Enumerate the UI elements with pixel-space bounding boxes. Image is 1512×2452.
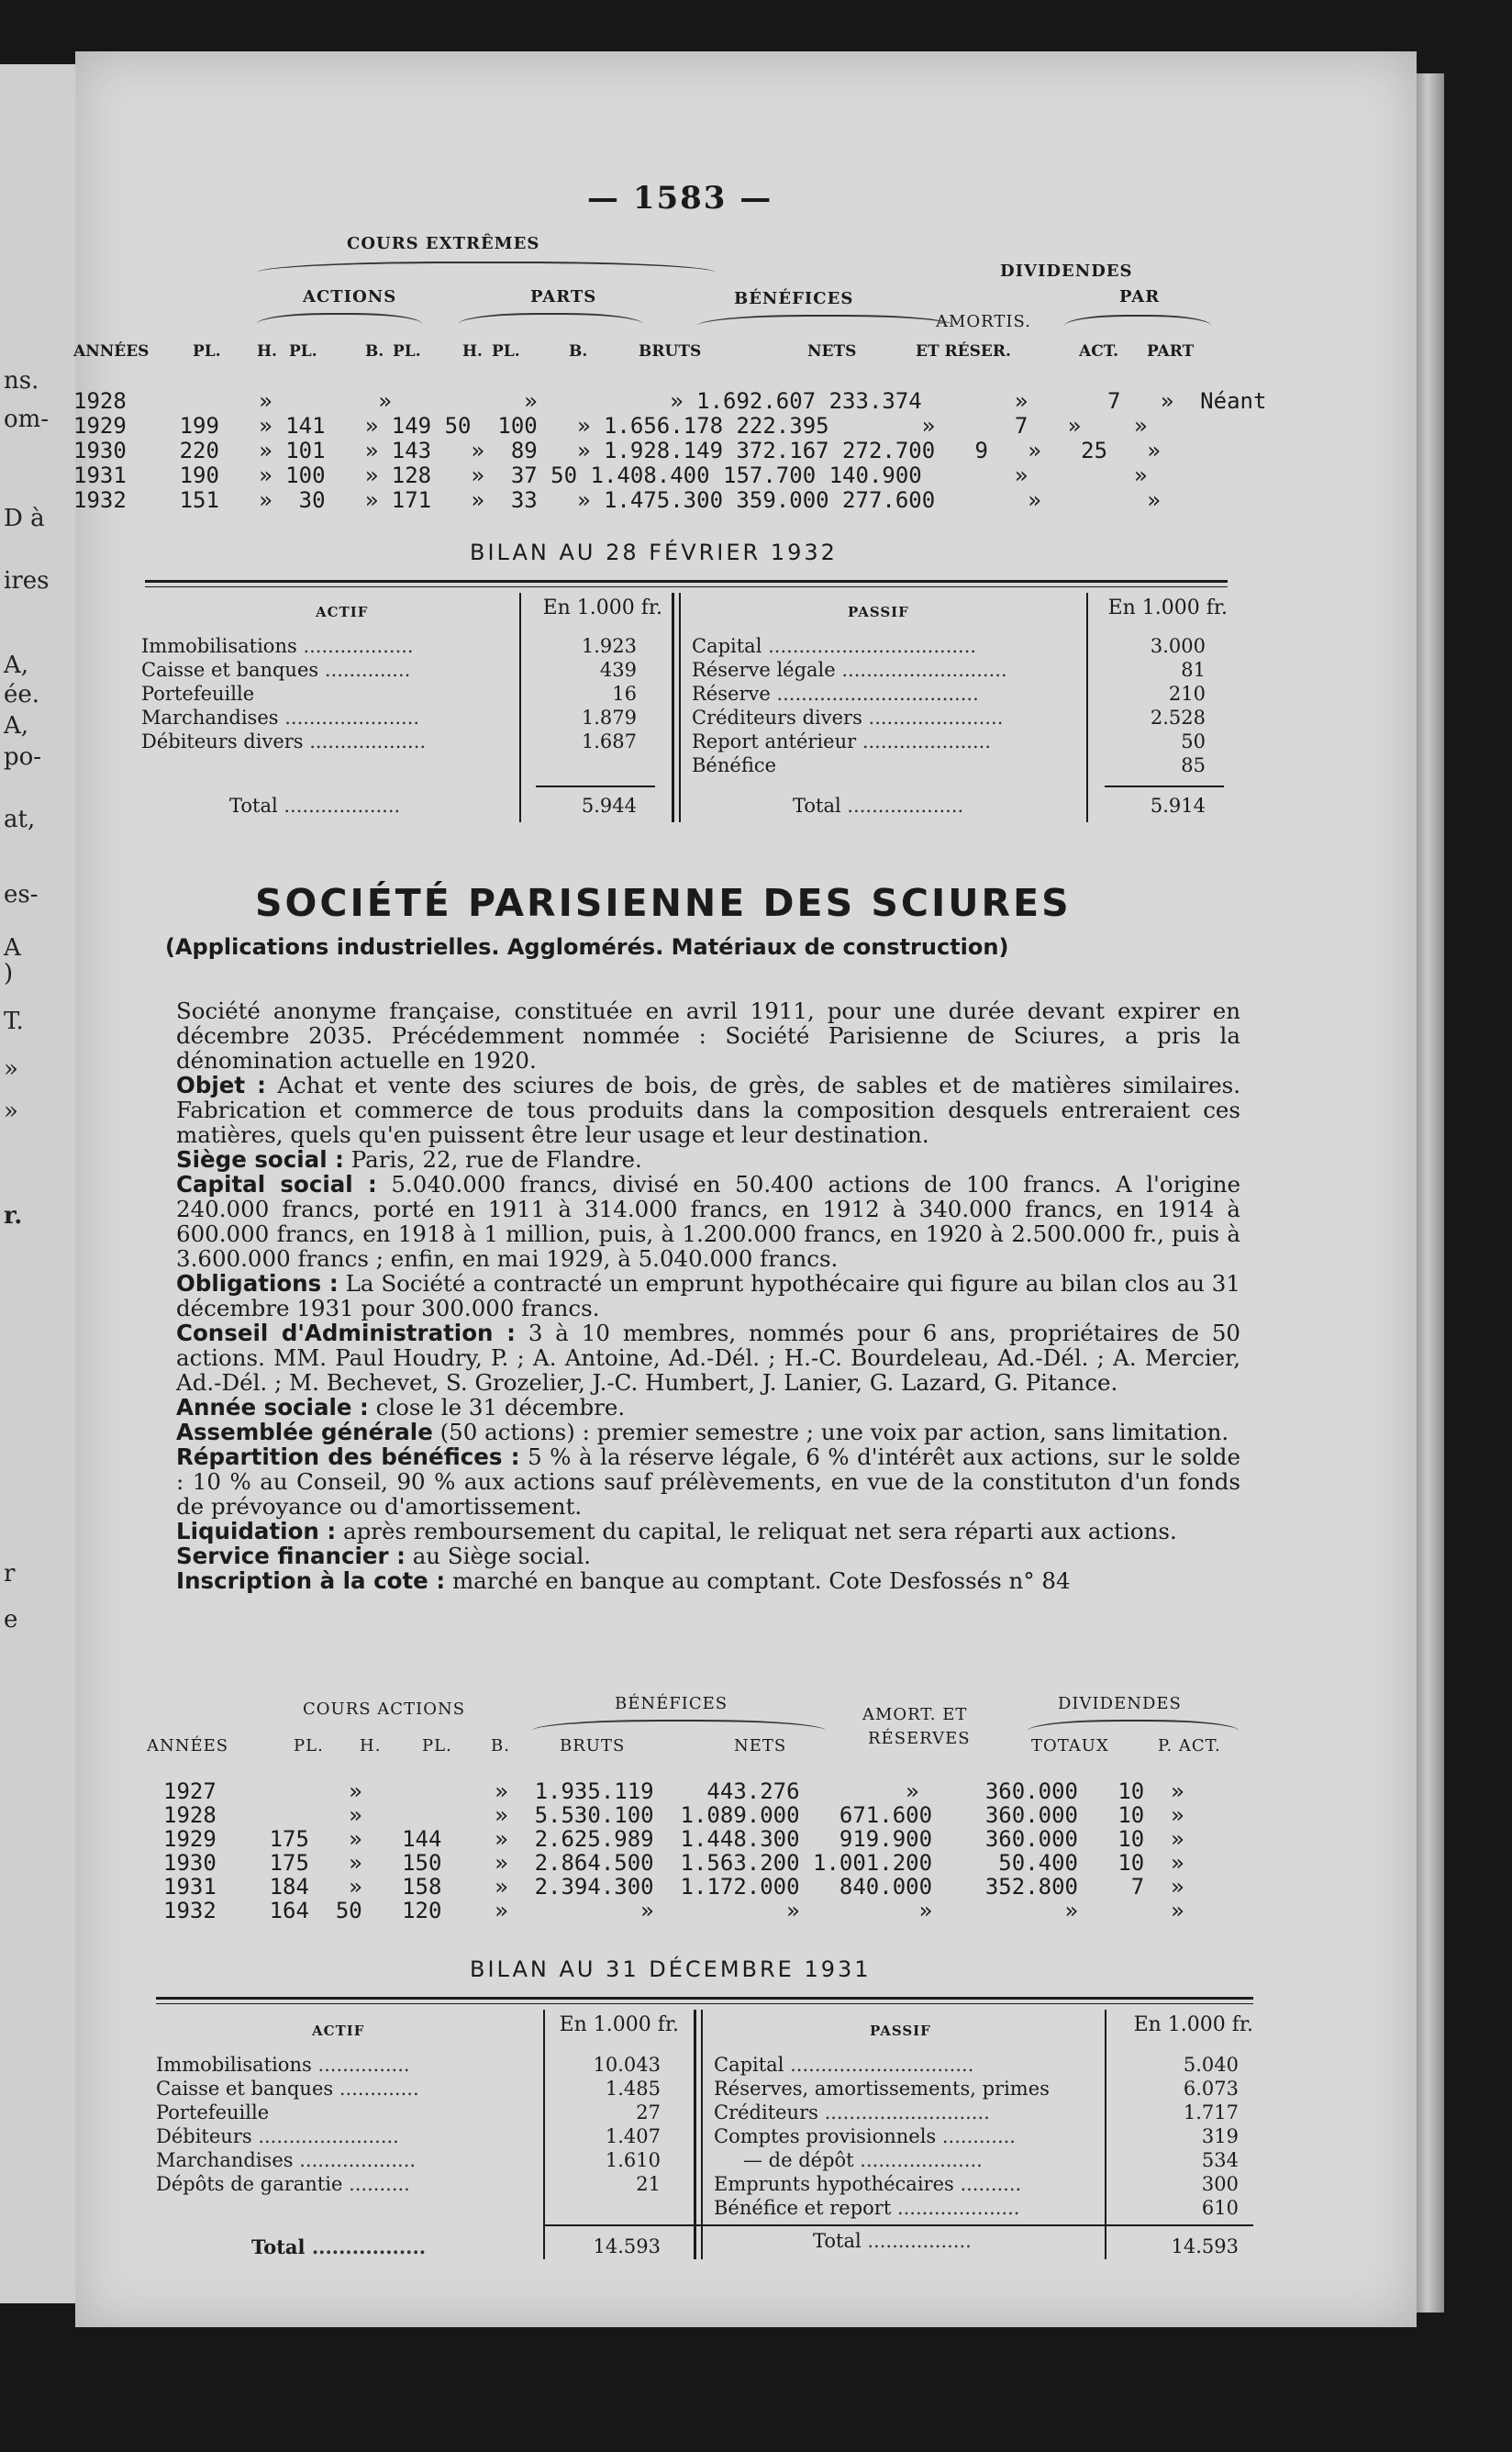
col-et-reser: ET RÉSER. xyxy=(916,342,1011,361)
actif-value: 21 xyxy=(636,2173,661,2195)
table-row: 1927 » » 1.935.119 443.276 » 360.000 10 » xyxy=(163,1778,1184,1804)
passif-item: Bénéfice et report .................... xyxy=(714,2197,1020,2219)
passif-value: 300 xyxy=(1201,2173,1239,2195)
bilan-table-1 xyxy=(141,593,1233,822)
passif-value: 210 xyxy=(1168,683,1206,705)
margin-fragment: D à xyxy=(4,505,45,532)
table-row: 1928 » » 5.530.100 1.089.000 671.600 360.000 10 » xyxy=(163,1802,1184,1828)
actif-total: Total ................... xyxy=(229,795,401,817)
header-dividendes: DIVIDENDES xyxy=(1058,1694,1182,1713)
margin-fragment: om- xyxy=(4,406,50,433)
margin-fragment: ) xyxy=(4,960,14,987)
group-header-parts: PARTS xyxy=(530,287,597,306)
margin-fragment: po- xyxy=(4,743,42,771)
company-name: SOCIÉTÉ PARISIENNE DES SCIURES xyxy=(255,881,1072,925)
passif-item: Capital .................................. xyxy=(692,635,977,657)
actif-item: Dépôts de garantie .......... xyxy=(156,2173,410,2195)
section-siege: Siège social : Paris, 22, rue de Flandre. xyxy=(176,1146,642,1173)
actif-value: 1.687 xyxy=(581,730,637,752)
passif-item: Réserves, amortissements, primes xyxy=(714,2078,1050,2100)
actif-item: Caisse et banques .............. xyxy=(141,659,411,681)
passif-item: Bénéfice xyxy=(692,754,777,776)
col-annees: ANNÉES xyxy=(147,1736,229,1755)
bilan-table-2 xyxy=(156,2010,1253,2276)
actif-item: Portefeuille xyxy=(156,2101,270,2123)
actif-total-value: 14.593 xyxy=(593,2235,661,2257)
passif-value: 81 xyxy=(1181,659,1206,681)
actif-value: 1.923 xyxy=(581,635,637,657)
company-description xyxy=(139,998,1240,1593)
actif-item: Immobilisations .................. xyxy=(141,635,414,657)
col-act: ACT. xyxy=(1079,342,1119,361)
rule xyxy=(156,2003,1253,2004)
actif-item: Marchandises ...................... xyxy=(141,707,420,729)
header-amortis: AMORTIS. xyxy=(936,312,1031,331)
actif-item: Débiteurs divers ................... xyxy=(141,730,427,752)
margin-fragment: ires xyxy=(4,567,50,595)
passif-value: 2.528 xyxy=(1150,707,1206,729)
section-objet: Objet : Achat et vente des sciures de bois, de grès, de sables et de matières similaires. Fabrication et commerce de tous produits dans la composition desquels entreraient ces matières, quels qu'en puissent être leur usage et leur destination. xyxy=(176,1072,1240,1148)
actif-value: 1.485 xyxy=(605,2078,661,2100)
col-p-act: P. ACT. xyxy=(1158,1736,1221,1755)
table-row: 1932 164 50 120 » » » » » » xyxy=(163,1898,1184,1923)
header-cours-actions: COURS ACTIONS xyxy=(303,1700,466,1719)
section-repartition: Répartition des bénéfices : 5 % à la réserve légale, 6 % d'intérêt aux actions, sur le solde : 10 % au Conseil, 90 % aux actions sauf prélèvements, en vue de la constituton d'un fonds de prévoyance ou d'amortissement. xyxy=(176,1443,1240,1520)
table-row: 1929 175 » 144 » 2.625.989 1.448.300 919.900 360.000 10 » xyxy=(163,1826,1184,1852)
col-bruts: BRUTS xyxy=(560,1736,626,1755)
section-obligations: Obligations : La Société a contracté un emprunt hypothécaire qui figure au bilan clos au 31 décembre 1931 pour 300.000 francs. xyxy=(176,1270,1240,1321)
left-page-margin xyxy=(0,64,78,2303)
passif-value: 610 xyxy=(1201,2197,1239,2219)
margin-fragment: T. xyxy=(4,1008,24,1035)
actif-item: Caisse et banques ............. xyxy=(156,2078,419,2100)
section-service: Service financier : au Siège social. xyxy=(176,1543,592,1569)
col-nets: NETS xyxy=(734,1736,787,1755)
passif-value: 85 xyxy=(1181,754,1206,776)
col-pl: PL. xyxy=(422,1736,452,1755)
divider xyxy=(694,2010,696,2259)
actif-item: Débiteurs ....................... xyxy=(156,2125,399,2147)
unit-header: En 1.000 fr. xyxy=(559,2013,679,2036)
page-number: — 1583 — xyxy=(587,180,773,217)
margin-fragment: » xyxy=(4,1098,18,1125)
passif-total: Total ................... xyxy=(793,795,964,817)
col-pl: PL. xyxy=(193,342,221,361)
col-nets: NETS xyxy=(807,342,857,361)
passif-total: Total ................. xyxy=(813,2230,972,2252)
passif-value: 534 xyxy=(1201,2149,1239,2171)
col-pl: PL. xyxy=(393,342,421,361)
margin-fragment: A xyxy=(4,934,21,962)
table-row: 1930 220 » 101 » 143 » 89 » 1.928.149 372.167 272.700 9 » 25 » xyxy=(73,438,1161,463)
section-cote: Inscription à la cote : marché en banque au comptant. Cote Desfossés n° 84 xyxy=(176,1567,1071,1594)
passif-value: 1.717 xyxy=(1183,2101,1239,2123)
table-row: 1931 190 » 100 » 128 » 37 50 1.408.400 157.700 140.900 » » xyxy=(73,463,1148,488)
col-part: PART xyxy=(1147,342,1195,361)
passif-item: Réserve ................................. xyxy=(692,683,979,705)
col-pl: PL. xyxy=(294,1736,324,1755)
col-b: B. xyxy=(365,342,384,361)
col-h: H. xyxy=(360,1736,382,1755)
col-annees: ANNÉES xyxy=(73,342,150,361)
section-capital: Capital social : 5.040.000 francs, divisé en 50.400 actions de 100 francs. A l'origine 240.000 francs, porté en 1911 à 314.000 francs, en 1912 à 340.000 francs, en 1914 à 600.000 francs, en 1918 à 1 million, puis, à 1.200.000 francs, en 1920 à 2.500.000 fr., puis à 3.600.000 francs ; enfin, en mai 1929, à 5.040.000 francs. xyxy=(176,1171,1240,1272)
table-row: 1930 175 » 150 » 2.864.500 1.563.200 1.001.200 50.400 10 » xyxy=(163,1850,1184,1876)
passif-value: 5.040 xyxy=(1183,2054,1239,2076)
passif-total-value: 5.914 xyxy=(1150,795,1206,817)
passif-total-value: 14.593 xyxy=(1171,2235,1239,2257)
table-row: 1928 » » » » 1.692.607 233.374 » 7 » Néant xyxy=(73,388,1267,414)
divider xyxy=(1086,593,1088,822)
divider xyxy=(679,593,681,822)
header-benefices: BÉNÉFICES xyxy=(615,1694,728,1713)
divider xyxy=(1105,2010,1106,2259)
passif-value: 3.000 xyxy=(1150,635,1206,657)
actif-item: Marchandises ................... xyxy=(156,2149,417,2171)
col-b: B. xyxy=(569,342,588,361)
rule xyxy=(156,1997,1253,2000)
actif-value: 1.879 xyxy=(581,707,637,729)
divider xyxy=(519,593,521,822)
col-pl: PL. xyxy=(492,342,520,361)
actif-total: Total ................. xyxy=(251,2235,427,2258)
total-rule xyxy=(536,786,655,787)
bilan-title-2: BILAN AU 31 DÉCEMBRE 1931 xyxy=(470,1956,872,1982)
passif-item: — de dépôt .................... xyxy=(743,2149,983,2171)
margin-fragment: A, xyxy=(4,712,29,740)
actif-value: 1.610 xyxy=(605,2149,661,2171)
unit-header: En 1.000 fr. xyxy=(542,596,662,619)
passif-item: Réserve légale ........................... xyxy=(692,659,1007,681)
col-b: B. xyxy=(491,1736,510,1755)
divider xyxy=(701,2010,703,2259)
table-row: 1932 151 » 30 » 171 » 33 » 1.475.300 359.000 277.600 » » xyxy=(73,487,1161,513)
margin-fragment: A, xyxy=(4,652,29,679)
table-row: 1929 199 » 141 » 149 50 100 » 1.656.178 222.395 » 7 » » xyxy=(73,413,1148,439)
section-annee: Année sociale : close le 31 décembre. xyxy=(176,1394,626,1421)
passif-item: Capital .............................. xyxy=(714,2054,974,2076)
passif-item: Comptes provisionnels ............ xyxy=(714,2125,1016,2147)
rule xyxy=(145,580,1228,583)
actif-value: 439 xyxy=(599,659,637,681)
company-subtitle: (Applications industrielles. Agglomérés. Matériaux de construction) xyxy=(165,934,1009,960)
total-rule xyxy=(1105,786,1224,787)
col-totaux: TOTAUX xyxy=(1031,1736,1109,1755)
table-row: 1931 184 » 158 » 2.394.300 1.172.000 840.000 352.800 7 » xyxy=(163,1874,1184,1900)
margin-fragment: ns. xyxy=(4,367,39,395)
page-edge xyxy=(1417,73,1444,2313)
section-assemblee: Assemblée générale (50 actions) : premier semestre ; une voix par action, sans limitation. xyxy=(176,1419,1229,1445)
actif-header: ACTIF xyxy=(316,604,369,620)
actif-item: Portefeuille xyxy=(141,683,255,705)
actif-value: 10.043 xyxy=(593,2054,661,2076)
section-liquidation: Liquidation : après remboursement du capital, le reliquat net sera réparti aux actions. xyxy=(176,1518,1177,1544)
col-h: H. xyxy=(257,342,277,361)
actif-value: 1.407 xyxy=(605,2125,661,2147)
margin-fragment: e xyxy=(4,1606,18,1633)
group-header-dividendes: DIVIDENDES xyxy=(1000,262,1133,281)
unit-header: En 1.000 fr. xyxy=(1133,2013,1253,2036)
actif-total-value: 5.944 xyxy=(581,795,637,817)
actif-value: 16 xyxy=(612,683,637,705)
passif-value: 6.073 xyxy=(1183,2078,1239,2100)
actif-item: Immobilisations ............... xyxy=(156,2054,410,2076)
margin-fragment: r. xyxy=(4,1202,23,1230)
group-header-par: PAR xyxy=(1119,287,1161,306)
col-h: H. xyxy=(462,342,483,361)
header-amort: AMORT. ET xyxy=(862,1705,968,1724)
margin-fragment: at, xyxy=(4,806,36,833)
header-reserves: RÉSERVES xyxy=(868,1729,971,1748)
passif-item: Emprunts hypothécaires .......... xyxy=(714,2173,1022,2195)
passif-item: Report antérieur ..................... xyxy=(692,730,991,752)
passif-item: Créditeurs divers ...................... xyxy=(692,707,1004,729)
passif-value: 50 xyxy=(1181,730,1206,752)
col-pl: PL. xyxy=(289,342,317,361)
margin-fragment: es- xyxy=(4,881,39,908)
group-header-benefices: BÉNÉFICES xyxy=(734,289,854,308)
actif-value: 27 xyxy=(636,2101,661,2123)
passif-header: PASSIF xyxy=(870,2023,931,2039)
actif-header: ACTIF xyxy=(312,2023,365,2039)
bilan-title-1: BILAN AU 28 FÉVRIER 1932 xyxy=(470,540,838,565)
margin-fragment: » xyxy=(4,1055,18,1083)
passif-header: PASSIF xyxy=(848,604,909,620)
passif-value: 319 xyxy=(1201,2125,1239,2147)
section-conseil: Conseil d'Administration : 3 à 10 membres, nommés pour 6 ans, propriétaires de 50 actions. MM. Paul Houdry, P. ; A. Antoine, Ad.-Dél. ; H.-C. Bourdeleau, Ad.-Dél. ; A. Mercier, Ad.-Dél. ; M. Bechevet, S. Grozelier, J.-C. Humbert, J. Lanier, G. Lazard, G. Pitance. xyxy=(176,1320,1241,1396)
unit-header: En 1.000 fr. xyxy=(1107,596,1228,619)
total-rule xyxy=(543,2224,1253,2226)
divider xyxy=(672,593,674,822)
margin-fragment: ée. xyxy=(4,681,40,708)
intro-paragraph: Société anonyme française, constituée en avril 1911, pour une durée devant expirer en décembre 2035. Précédemment nommée : Société Parisienne de Sciures, a pris la dénomination actuelle en 1920. xyxy=(176,998,1240,1074)
passif-item: Créditeurs ........................... xyxy=(714,2101,990,2123)
col-bruts: BRUTS xyxy=(639,342,702,361)
divider xyxy=(543,2010,545,2259)
rule xyxy=(145,586,1228,587)
group-header-cours: COURS EXTRÊMES xyxy=(347,234,540,253)
group-header-actions: ACTIONS xyxy=(303,287,397,306)
margin-fragment: r xyxy=(4,1560,16,1588)
